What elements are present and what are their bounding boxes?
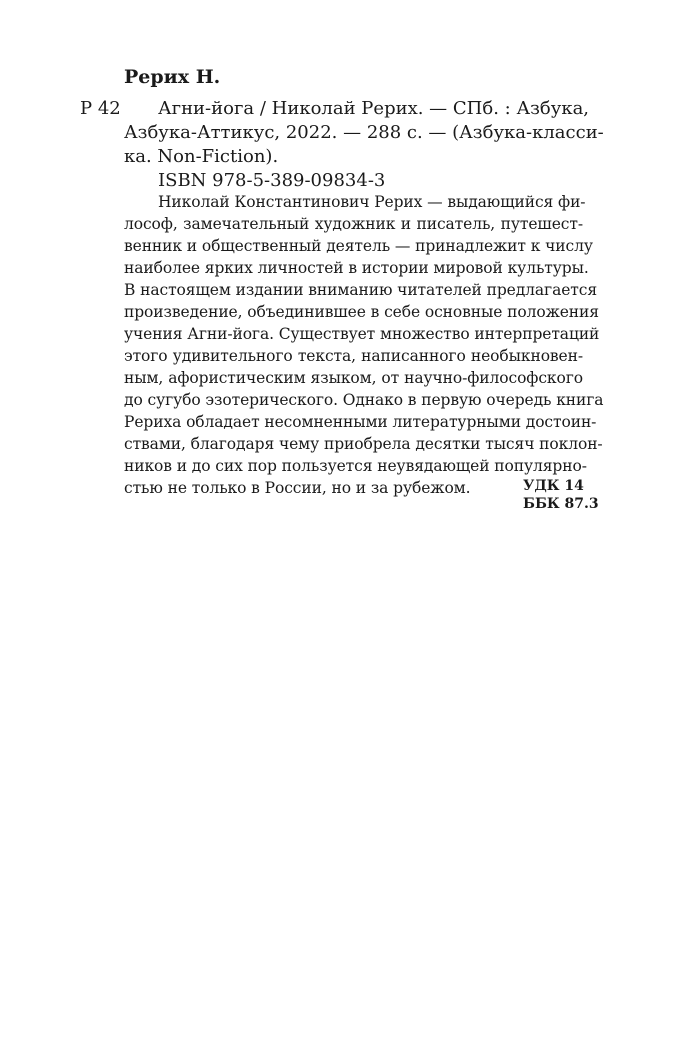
annotation-line: ников и до сих пор пользуется неувядающей популярно- — [124, 457, 587, 475]
udk-code: УДК 14 — [523, 478, 584, 494]
bbk-code: ББК 87.3 — [523, 496, 599, 512]
annotation-line: Рериха обладает несомненными литературными достоин- — [124, 413, 597, 431]
annotation-line: учения Агни-йога. Существует множество интерпретаций — [124, 325, 600, 343]
annotation-line: Николай Константинович Рерих — выдающийся фи- — [158, 193, 586, 211]
annotation-line: В настоящем издании вниманию читателей предлагается — [124, 281, 598, 299]
annotation-line: стью не только в России, но и за рубежом. — [124, 479, 471, 497]
bibliographic-line: ка. Non-Fiction). — [124, 146, 279, 167]
annotation-line: наиболее ярких личностей в истории мировой культуры. — [124, 259, 589, 277]
annotation-line: венник и общественный деятель — принадлежит к числу — [124, 237, 593, 255]
annotation-line: ным, афористическим языком, от научно-философского — [124, 369, 583, 387]
annotation-line: произведение, объединившее в себе основные положения — [124, 303, 599, 321]
isbn: ISBN 978-5-389-09834-3 — [158, 170, 386, 191]
annotation-line: до сугубо эзотерического. Однако в первую очередь книга — [124, 391, 604, 409]
bibliographic-line: Азбука-Аттикус, 2022. — 288 с. — (Азбука-класси- — [124, 122, 604, 143]
annotation-line: лософ, замечательный художник и писатель, путешест- — [124, 215, 583, 233]
bibliographic-line: Агни-йога / Николай Рерих. — СПб. : Азбука, — [158, 98, 590, 119]
classification-code: Р 42 — [80, 98, 121, 119]
author-heading: Рерих Н. — [124, 66, 221, 88]
annotation-line: этого удивительного текста, написанного необыкновен- — [124, 347, 583, 365]
annotation-line: ствами, благодаря чему приобрела десятки тысяч поклон- — [124, 435, 603, 453]
